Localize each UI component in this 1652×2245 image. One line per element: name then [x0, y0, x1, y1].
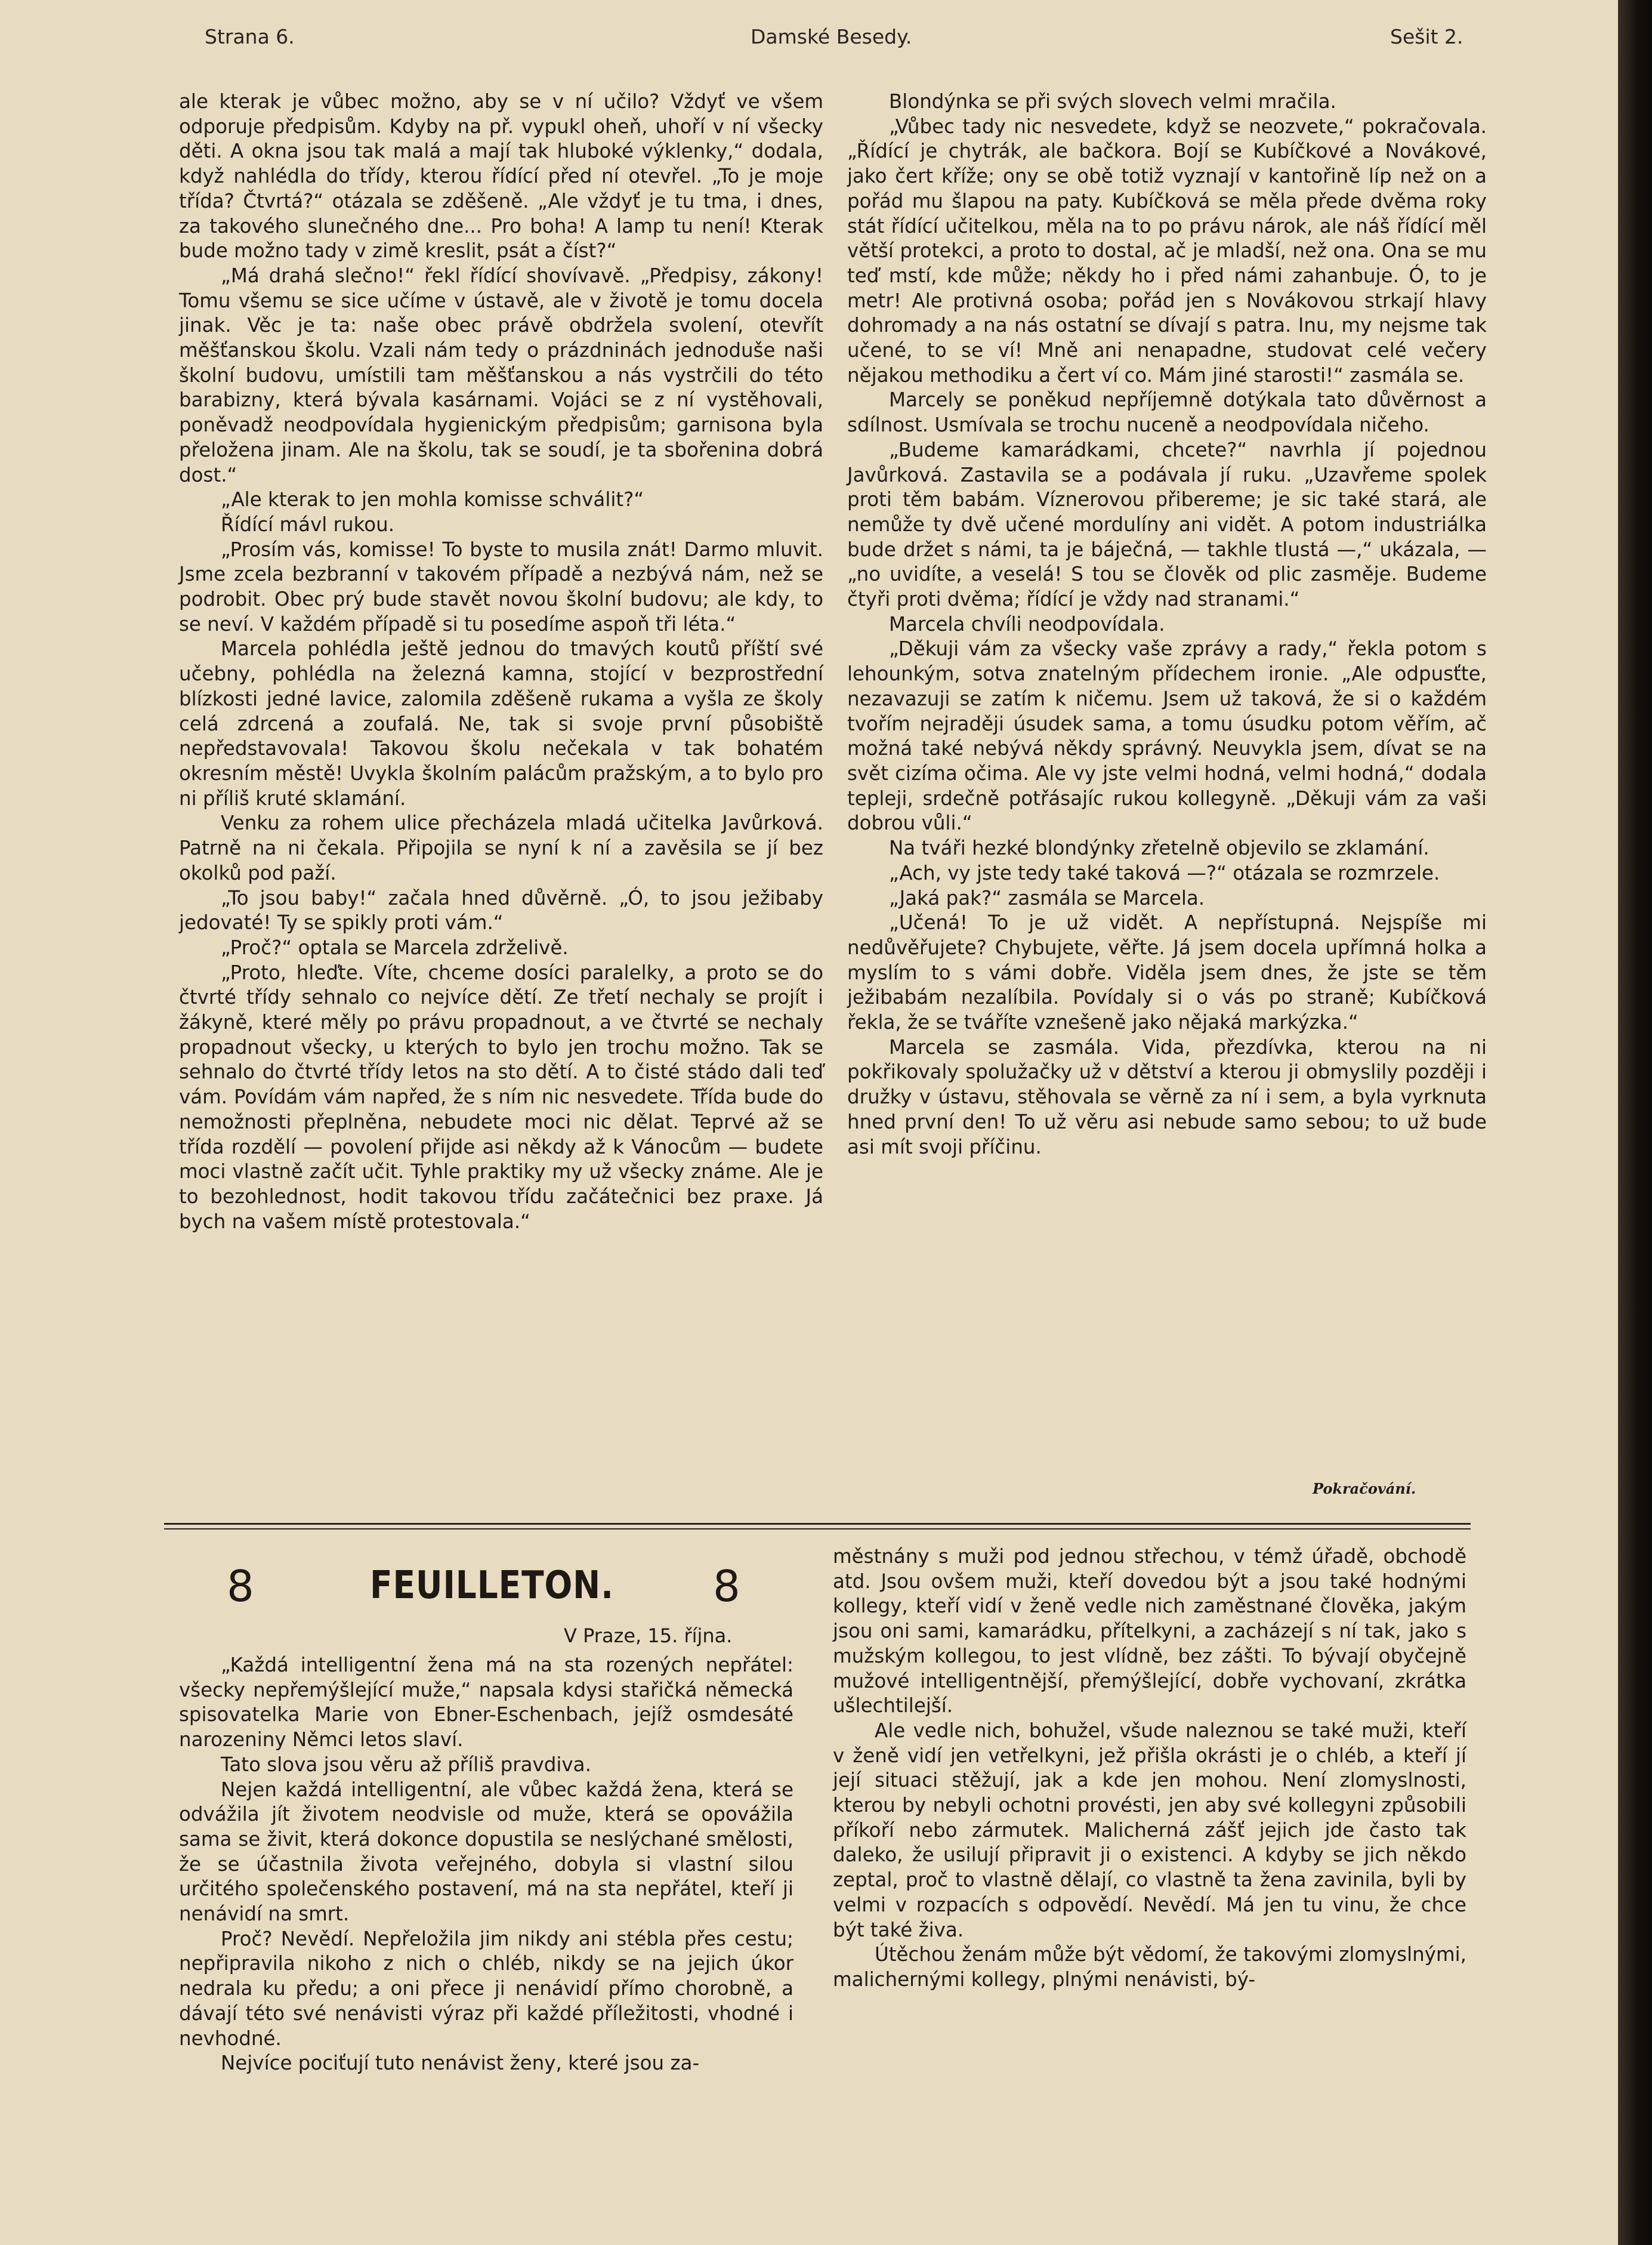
- paragraph: Útěchou ženám může být vědomí, že takovými zlomyslnými, malichernými kollegy, plnými nenávisti, bý-: [833, 1943, 1466, 1991]
- paragraph: Nejen každá intelligentní, ale vůbec každá žena, která se odvážila jít životem neodvisle od muže, která se opovážila sama se živit, která dokonce dopustila se neslýchané smělosti, že se účastnila života veřejného, dobyla si vlastní silou určitého společenského postavení, má na sta nepřátel, kteří ji nenávidí na smrt.: [179, 1778, 793, 1926]
- paragraph: Blondýnka se při svých slovech velmi mračila.: [889, 90, 1336, 113]
- feuilleton-title: FEUILLETON.: [370, 1564, 614, 1608]
- paragraph: „To jsou baby!“ začala hned důvěrně. „Ó, to jsou ježibaby jedovaté! Ty se spikly proti vám.“: [179, 886, 823, 935]
- paragraph: „Učená! To je už vidět. A nepřístupná. Nejspíše mi nedůvěřujete? Chybujete, věřte. Já jsem docela upřímná holka a myslím to s vámi dobře. Viděla jsem dnes, že jste se těm ježibabám nezalíbila. Povídaly si o vás po straně; Kubíčková řekla, že se tváříte vznešeně jako nějaká markýzka.“: [847, 911, 1487, 1034]
- paragraph: „Ale kterak to jen mohla komisse schválit?“: [221, 488, 644, 511]
- page-number: Strana 6.: [205, 25, 295, 48]
- magazine-title: Damské Besedy.: [751, 25, 912, 48]
- paragraph: „Budeme kamarádkami, chcete?“ navrhla jí pojednou Javůrková. Zastavila se a podávala jí ruku. „Uzavřeme spolek proti těm babám. Víznerovou přibereme; je sic také stará, ale nemůže ty dvě učené mordulíny ani vidět. A potom industriálka bude držet s námi, ta je báječná, — takhle tlustá —,“ ukázala, — „no uvidíte, a veselá! S tou se člověk od plic zasměje. Budeme čtyři proti dvěma; řídící je vždy nad stranami.“: [847, 438, 1487, 611]
- paragraph: Marcela se zasmála. Vida, přezdívka, kterou na ni pokřikovaly spolužačky už v dětství a kterou ji obmyslily později i družky v ústavu, stěhovala se věrně za ní i sem, a byla vyrknuta hned první den! To už věru asi nebude samo sebou; to už bude asi mít svoji příčinu.: [847, 1035, 1487, 1158]
- novel-column-right: [847, 90, 1487, 1159]
- paragraph: Marcela pohlédla ještě jednou do tmavých koutů příští své učebny, pohlédla na železná kamna, stojící v bezprostřední blízkosti jedné lavice, zalomila zděšeně rukama a vyšla ze školy celá zdrcená a zoufalá. Ne, tak si svoje první působiště nepředstavovala! Takovou školu nečekala v tak bohatém okresním městě! Uvykla školním palácům pražským, a to bylo pro ni příliš kruté sklamání.: [179, 637, 823, 810]
- page-edge-shadow: [1618, 0, 1652, 2245]
- feuilleton-dateline: V Praze, 15. října.: [564, 1624, 733, 1647]
- paragraph: Venku za rohem ulice přecházela mladá učitelka Javůrková. Patrně na ni čekala. Připojila se nyní k ní a zavěsila se jí bez okolků pod paží.: [179, 812, 823, 884]
- paragraph: „Každá intelligentní žena má na sta rozených nepřátel: všecky nepřemýšlející muže,“ napsala kdysi stařičká německá spisovatelka Marie von Ebner-Eschenbach, jejíž osmdesáté narozeniny Němci letos slaví.: [179, 1654, 793, 1751]
- paragraph: Marcela chvíli neodpovídala.: [889, 612, 1165, 636]
- paragraph: Marcely se poněkud nepříjemně dotýkala tato důvěrnost a sdílnost. Usmívala se trochu nuceně a neodpovídala ničeho.: [847, 388, 1487, 437]
- novel-column-left: [179, 90, 823, 1234]
- paragraph: ale kterak je vůbec možno, aby se v ní učilo? Vždyť ve všem odporuje předpisům. Kdyby na př. vypukl oheň, uhoří v ní všecky děti. A okna jsou tak malá a mají tak hluboké výklenky,“ dodala, když nahlédla do třídy, kterou řídící před ní otevřel. „To je moje třída? Čtvrtá?“ otázala se zděšeně. „Ale vždyť je tu tma, i dnes, za takového slunečného dne... Pro boha! A lamp tu není! Kterak bude možno tady v zimě kreslit, psát a číst?“: [179, 90, 823, 263]
- paragraph: „Proč?“ optala se Marcela zdrželivě.: [221, 936, 569, 959]
- ornament-left: 8: [227, 1561, 254, 1611]
- paragraph: „Vůbec tady nic nesvedete, když se neozvete,“ pokračovala. „Řídící je chytrák, ale bačkora. Bojí se Kubíčkové a Novákové, jako čert kříže; ony se obě totiž vyznají v kantořině líp než on a pořád mu šlapou na paty. Kubíčková se měla přede dvěma roky stát řídící učitelkou, měla na to po právu nárok, ale náš řídící měl větší protekci, a proto to dostal, ač je mladší, než ona. Ona se mu teď mstí, kde může; někdy ho i před námi zahanbuje. Ó, to je metr! Ale protivná osoba; pořád jen s Novákovou strkají hlavy dohromady a na nás ostatní se dívají s patra. Inu, my nejsme tak učené, to se ví! Mně ani nenapadne, studovat celé večery nějakou methodiku a čert ví co. Mám jiné starosti!“ zasmála se.: [847, 115, 1487, 387]
- paragraph: Řídící mávl rukou.: [221, 513, 395, 536]
- paragraph: „Ach, vy jste tedy také taková —?“ otázala se rozmrzele.: [889, 861, 1440, 884]
- paragraph: městnány s muži pod jednou střechou, v témž úřadě, obchodě atd. Jsou ovšem muži, kteří dovedou být a jsou také hodnými kollegy, kteří vidí v ženě vedle nich zaměstnané člověka, jakým jsou oni sami, kamarádku, přítelkyni, a zacházejí s ní tak, jako s mužským kollegou, to jest vlídně, bez zášti. To bývají obyčejně mužové intelligentnější, přemýšlející, dobře vychovaní, zkrátka ušlechtilejší.: [833, 1545, 1466, 1717]
- paragraph: Ale vedle nich, bohužel, všude naleznou se také muži, kteří v ženě vidí jen vetřelkyni, jež přišla okrásti je o chléb, a kteří jí její situaci stěžují, jak a kde jen mohou. Není zlomyslnosti, kterou by nebyli ochotni provésti, jen aby své kollegyni způsobili příkoří nebo zármutek. Malicherná zášť jejich jde často tak daleko, že usilují připravit ji o existenci. A kdyby se jich někdo zeptal, proč to vlastně dělají, co vlastně ta žena zavinila, byli by velmi v rozpacích s odpovědí. Nevědí. Má jen tu vinu, že chce být také živa.: [833, 1719, 1466, 1941]
- feuilleton-column-right: [833, 1544, 1466, 1993]
- paragraph: „Jaká pak?“ zasmála se Marcela.: [889, 886, 1205, 909]
- section-divider-thin: [164, 1528, 1471, 1529]
- feuilleton-column-left: [179, 1653, 793, 2076]
- paragraph: „Prosím vás, komisse! To byste to musila znát! Darmo mluvit. Jsme zcela bezbranní v takovém případě a nezbývá nám, než se podrobit. Obec prý bude stavět novou školní budovu; ale kdy, to se neví. V každém případě si tu posedíme aspoň tři léta.“: [179, 538, 823, 636]
- issue-number: Sešit 2.: [1390, 25, 1463, 48]
- continuation-note: Pokračování.: [1313, 1480, 1416, 1497]
- paragraph: Proč? Nevědí. Nepřeložila jim nikdy ani stébla přes cestu; nepřipravila nikoho z nich o chléb, nikdy se na jejich úkor nedrala ku předu; a oni přece ji nenávidí přímo chorobně, a dávají této své nenávisti výraz při každé příležitosti, vhodné i nevhodné.: [179, 1927, 793, 2050]
- ornament-right: 8: [713, 1561, 740, 1611]
- paragraph: Nejvíce pociťují tuto nenávist ženy, které jsou za-: [221, 2052, 700, 2075]
- paragraph: Tato slova jsou věru až příliš pravdiva.: [221, 1753, 591, 1776]
- paragraph: „Má drahá slečno!“ řekl řídící shovívavě. „Předpisy, zákony! Tomu všemu se sice učíme v ústavě, ale v životě je tomu docela jinak. Věc je ta: naše obec právě obdržela svolení, otevřít měšťanskou školu. Vzali nám tedy o prázdninách jednoduše naši školní budovu, umístili tam měšťanskou a nás vystrčili do této barabizny, která bývala kasárnami. Vojáci se z ní vystěhovali, poněvadž neodpovídala hygienickým předpisům; garnisona byla přeložena jinam. Ale na školu, tak se soudí, je ta sbořenina dobrá dost.“: [179, 264, 823, 486]
- paragraph: „Děkuji vám za všecky vaše zprávy a rady,“ řekla potom s lehounkým, sotva znatelným přídechem ironie. „Ale odpusťte, nezavazuji se zatím k ničemu. Jsem už taková, že si o každém tvořím nejraději úsudek sama, a tomu úsudku potom věřím, ač možná také nebývá někdy správný. Neuvykla jsem, dívat se na svět cizíma očima. Ale vy jste velmi hodná, velmi hodná,“ dodala tepleji, srdečně potřásajíc rukou kollegyně. „Děkuji vám za vaši dobrou vůli.“: [847, 637, 1487, 835]
- section-divider: [164, 1523, 1471, 1525]
- paragraph: „Proto, hleďte. Víte, chceme dosíci paralelky, a proto se do čtvrté třídy sehnalo co nejvíce dětí. Ze třetí nechaly se projít i žákyně, které měly po právu propadnout, a ve čtvrté se nechaly propadnout všecky, u kterých to bylo jen trochu možno. Tak se sehnalo do čtvrté třídy letos na sto dětí. A to čisté stádo dali teď vám. Povídám vám napřed, že s ním nic nesvedete. Třída bude do nemožnosti přeplněna, nebudete moci nic dělat. Teprvé až se třída rozdělí — povolení přijde asi někdy až k Vánocům — budete moci vlastně začít učit. Tyhle praktiky my už všecky známe. Ale je to bezohlednost, hodit takovou třídu začátečnici bez praxe. Já bych na vašem místě protestovala.“: [179, 961, 823, 1233]
- paragraph: Na tváři hezké blondýnky zřetelně objevilo se zklamání.: [889, 837, 1429, 860]
